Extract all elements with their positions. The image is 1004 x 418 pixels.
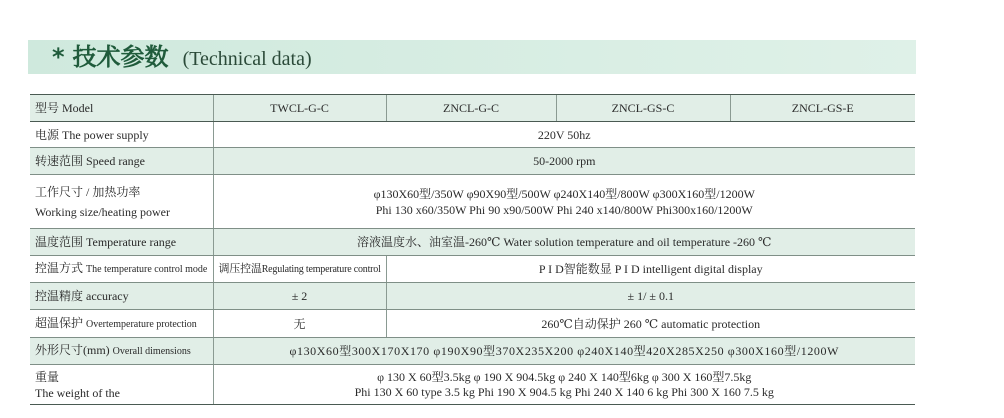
temp-mode-label — [30, 256, 213, 283]
technical-data-table — [30, 94, 915, 405]
overtemp-label-en: Overtemperature protection — [86, 318, 197, 330]
row-accuracy — [30, 283, 915, 310]
accuracy-value: ± 1/ ± 0.1 — [386, 283, 915, 310]
weight-label-en: The weight of the — [35, 385, 120, 400]
row-speed — [30, 148, 915, 175]
title-en: (Technical data) — [182, 48, 312, 70]
size-value — [213, 175, 915, 229]
model-zncl-g-c: ZNCL-G-C — [386, 95, 556, 122]
speed-label: 转速范围 Speed range — [30, 148, 213, 175]
weight-value — [213, 365, 915, 405]
section-title — [52, 42, 312, 74]
model-zncl-gs-e: ZNCL-GS-E — [730, 95, 915, 122]
temp-mode-label-zh: 控温方式 — [35, 261, 84, 275]
dims-label-zh: 外形尺寸(mm) — [35, 343, 110, 357]
overtemp-col1: 无 — [213, 310, 386, 338]
power-value: 220V 50hz — [213, 122, 915, 148]
power-label: 电源 The power supply — [30, 122, 213, 148]
overtemp-label — [30, 310, 213, 338]
dims-value: φ130X60型300X170X170 φ190X90型370X235X200 φ240X140型420X285X250 φ300X160型/1200W — [213, 338, 915, 365]
row-weight — [30, 365, 915, 405]
row-power — [30, 122, 915, 148]
row-overtemperature — [30, 310, 915, 338]
row-size-power — [30, 175, 915, 229]
size-label-en: Working size/heating power — [35, 204, 170, 219]
temp-range-value: 溶液温度水、油室温-260℃ Water solution temperature and oil temperature -260 ℃ — [213, 229, 915, 256]
weight-line-1: φ 130 X 60型3.5kg φ 190 X 904.5kg φ 240 X 140型6kg φ 300 X 160型7.5kg — [377, 370, 752, 384]
temp-mode-col1 — [213, 256, 386, 283]
model-label: 型号 Model — [30, 95, 213, 122]
title-zh: 技术参数 — [72, 43, 169, 71]
row-temperature-range — [30, 229, 915, 256]
overtemp-value: 260℃自动保护 260 ℃ automatic protection — [386, 310, 915, 338]
row-dimensions — [30, 338, 915, 365]
row-temperature-mode — [30, 256, 915, 283]
weight-label-zh: 重量 — [35, 369, 60, 384]
size-line-1: φ130X60型/350W φ90X90型/500W φ240X140型/800W φ300X160型/1200W — [373, 186, 755, 201]
temp-mode-col1-zh: 调压控温 — [218, 262, 262, 275]
weight-line-2: Phi 130 X 60 type 3.5 kg Phi 190 X 904.5 kg Phi 240 X 140 6 kg Phi 300 X 160 7.5 kg — [354, 385, 774, 399]
size-label — [30, 175, 213, 229]
speed-value: 50-2000 rpm — [213, 148, 915, 175]
temp-mode-label-en: The temperature control mode — [86, 264, 208, 275]
star-marker: * — [52, 43, 65, 71]
accuracy-label: 控温精度 accuracy — [30, 283, 213, 310]
weight-label — [30, 365, 213, 405]
temp-mode-value: P I D智能数显 P I D intelligent digital display — [386, 256, 915, 283]
model-twcl-g-c: TWCL-G-C — [213, 95, 386, 122]
temp-range-label: 温度范围 Temperature range — [30, 229, 213, 256]
temp-mode-col1-en: Regulating temperature control — [261, 263, 381, 275]
size-line-2: Phi 130 x60/350W Phi 90 x90/500W Phi 240 x140/800W Phi300x160/1200W — [375, 202, 753, 217]
model-zncl-gs-c: ZNCL-GS-C — [556, 95, 730, 122]
size-label-zh: 工作尺寸 / 加热功率 — [35, 184, 141, 199]
overtemp-label-zh: 超温保护 — [35, 315, 84, 330]
accuracy-col1: ± 2 — [213, 283, 386, 310]
dims-label-en: Overall dimensions — [112, 346, 191, 357]
dims-label — [30, 338, 213, 365]
row-model — [30, 95, 915, 122]
